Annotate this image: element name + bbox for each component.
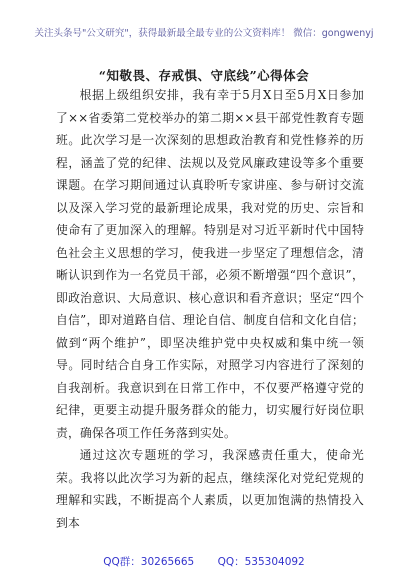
footer-qq: QQ：535304092: [217, 556, 305, 568]
document-body: [56, 84, 364, 534]
footer-contact: [0, 554, 408, 569]
paragraph-1: 根据上级组织安排，我有幸于5月X日至5月X日参加了××省委第二党校举办的第二期××县干部党性教育专题班。此次学习是一次深刻的思想政治教育和党性修养的历程，涵盖了党的纪律、法规以及党风廉政建设等多个重要课题。在学习期间通过认真聆听专家讲座、参与研讨交流以及深入学习党的最新理论成果，我对党的历史、宗旨和使命有了更加深入的理解。特别是对习近平新时代中国特色社会主义思想的学习，使我进一步坚定了理想信念，清晰认识到作为一名党员干部，必须不断增强“四个意识”，即政治意识、大局意识、核心意识和看齐意识；坚定“四个自信”，即对道路自信、理论自信、制度自信和文化自信；做到“两个维护”，即坚决维护党中央权威和集中统一领导。同时结合自身工作实际，对照学习内容进行了深刻的自我剖析。我意识到在日常工作中，不仅要严格遵守党的纪律，更要主动提升服务群众的能力，切实履行好岗位职责，确保各项工作任务落到实处。: [56, 88, 364, 440]
header-note: 关注头条号"公文研究"，获得最新最全最专业的公文资料库！ 微信：gongwenyj: [34, 28, 374, 39]
footer-qq-group: QQ群：30265665: [103, 556, 195, 568]
document-title: “知敬畏、存戒惧、守底线”心得体会: [98, 68, 310, 83]
paragraph-2: 通过这次专题班的学习，我深感责任重大，使命光荣。我将以此次学习为新的起点，继续深化对党纪党规的理解和实践，不断提高个人素质，以更加饱满的热情投入到本: [56, 448, 364, 530]
